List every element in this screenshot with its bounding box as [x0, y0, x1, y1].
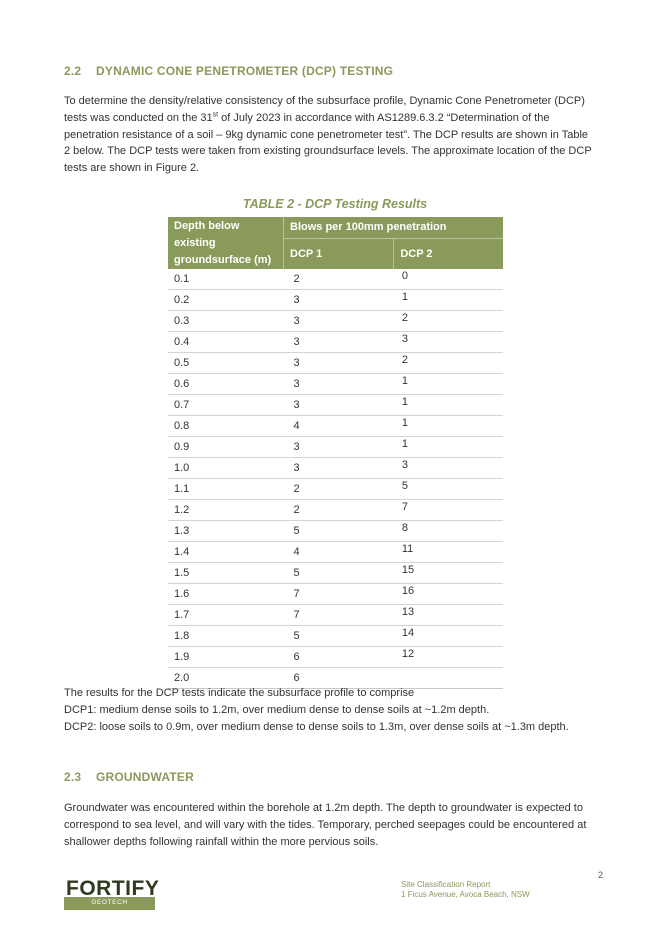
cell-depth: 1.6 — [168, 584, 284, 605]
page-number: 2 — [598, 870, 604, 880]
cell-dcp2: 2 — [394, 311, 503, 332]
table-row — [168, 374, 503, 395]
cell-dcp2: 13 — [394, 605, 503, 626]
cell-dcp2: 1 — [394, 290, 503, 311]
cell-dcp1: 5 — [284, 563, 394, 584]
results-line: DCP1: medium dense soils to 1.2m, over medium dense to dense soils at ~1.2m depth. — [64, 704, 490, 716]
table-row — [168, 395, 503, 416]
cell-dcp1: 3 — [284, 395, 394, 416]
table-body — [168, 269, 503, 689]
section-title: DYNAMIC CONE PENETROMETER (DCP) TESTING — [96, 64, 394, 78]
cell-depth: 2.0 — [168, 668, 284, 689]
table-row — [168, 563, 503, 584]
table-row — [168, 458, 503, 479]
intro-line: penetration resistance of a soil – 9kg dynamic cone penetrometer test”. The DCP results are shown in Table — [64, 128, 589, 141]
table-row — [168, 605, 503, 626]
table-row — [168, 521, 503, 542]
cell-depth: 0.5 — [168, 353, 284, 374]
logo-wordmark: FORTIFY — [66, 877, 160, 900]
cell-depth: 1.3 — [168, 521, 284, 542]
cell-dcp2: 5 — [394, 479, 503, 500]
intro-line: of July 2023 in accordance with AS1289.6.3.2 “Determination of the — [218, 111, 550, 124]
groundwater-line: shallower depths following rainfall within the more pervious soils. — [64, 835, 379, 848]
table-row — [168, 416, 503, 437]
cell-depth: 0.3 — [168, 311, 284, 332]
cell-dcp1: 3 — [284, 290, 394, 311]
header-blows: Blows per 100mm penetration — [284, 217, 504, 238]
cell-dcp1: 5 — [284, 626, 394, 647]
dcp-intro-paragraph — [64, 93, 614, 177]
groundwater-line: correspond to sea level, and will vary with the tides. Temporary, perched seepages could be encountered at — [64, 818, 587, 831]
cell-dcp2: 3 — [394, 332, 503, 353]
cell-depth: 1.9 — [168, 647, 284, 668]
cell-dcp1: 3 — [284, 437, 394, 458]
cell-depth: 0.8 — [168, 416, 284, 437]
intro-line: To determine the density/relative consistency of the subsurface profile, Dynamic Cone Penetrometer (DCP) — [64, 95, 585, 107]
table-row — [168, 332, 503, 353]
table-row — [168, 479, 503, 500]
table-row — [168, 584, 503, 605]
cell-dcp2: 1 — [394, 395, 503, 416]
cell-dcp2: 2 — [394, 353, 503, 374]
table-row — [168, 500, 503, 521]
cell-depth: 1.2 — [168, 500, 284, 521]
cell-depth: 0.1 — [168, 269, 284, 290]
intro-line: 2 below. The DCP tests were taken from existing groundsurface levels. The approximate location of the DCP — [64, 145, 592, 158]
cell-dcp1: 5 — [284, 521, 394, 542]
table-row — [168, 437, 503, 458]
fortify-logo — [64, 877, 160, 910]
table-caption: TABLE 2 - DCP Testing Results — [242, 197, 428, 211]
cell-dcp1: 7 — [284, 605, 394, 626]
cell-dcp1: 2 — [284, 500, 394, 521]
cell-depth: 1.8 — [168, 626, 284, 647]
section-number: 2.3 — [64, 770, 82, 784]
cell-dcp2: 15 — [394, 563, 503, 584]
table-row — [168, 626, 503, 647]
cell-depth: 1.0 — [168, 458, 284, 479]
cell-depth: 1.1 — [168, 479, 284, 500]
logo-subtext: GEOTECH — [91, 899, 128, 906]
cell-dcp2: 1 — [394, 416, 503, 437]
cell-dcp1: 3 — [284, 458, 394, 479]
table-row — [168, 353, 503, 374]
section-title: GROUNDWATER — [96, 770, 194, 784]
cell-dcp1: 3 — [284, 353, 394, 374]
results-line: DCP2: loose soils to 0.9m, over medium dense to dense soils to 1.3m, over dense soils at ~1.3m depth. — [64, 721, 569, 733]
results-line: The results for the DCP tests indicate the subsurface profile to comprise — [64, 687, 415, 699]
intro-line: tests was conducted on the 31 — [64, 111, 213, 124]
cell-dcp1: 7 — [284, 584, 394, 605]
cell-dcp2: 12 — [394, 647, 503, 668]
table-row — [168, 542, 503, 563]
cell-dcp1: 3 — [284, 311, 394, 332]
footer-report-title: Site Classification Report — [401, 880, 491, 889]
section-number: 2.2 — [64, 64, 82, 78]
cell-dcp1: 3 — [284, 374, 394, 395]
cell-dcp1: 6 — [284, 647, 394, 668]
cell-dcp2: 1 — [394, 437, 503, 458]
table-row — [168, 311, 503, 332]
cell-dcp2: 11 — [394, 542, 503, 563]
cell-depth: 0.7 — [168, 395, 284, 416]
dcp-results-table — [168, 217, 503, 689]
table-row — [168, 269, 503, 290]
cell-dcp1: 2 — [284, 479, 394, 500]
footer-report-info — [401, 880, 530, 900]
superscript-ordinal: st — [212, 111, 219, 119]
cell-dcp2: 14 — [394, 626, 503, 647]
cell-dcp2: 0 — [394, 269, 503, 290]
cell-depth: 1.7 — [168, 605, 284, 626]
cell-dcp1: 4 — [284, 542, 394, 563]
cell-dcp2: 7 — [394, 500, 503, 521]
cell-dcp1: 4 — [284, 416, 394, 437]
cell-dcp2: 8 — [394, 521, 503, 542]
cell-dcp1: 6 — [284, 668, 394, 689]
groundwater-line: Groundwater was encountered within the borehole at 1.2m depth. The depth to groundwater is expected to — [64, 802, 583, 814]
cell-dcp1: 3 — [284, 332, 394, 353]
header-dcp1: DCP 1 — [284, 238, 394, 269]
footer-address: 1 Ficus Avenue, Avoca Beach, NSW — [401, 890, 530, 899]
cell-depth: 1.4 — [168, 542, 284, 563]
cell-dcp2: 1 — [394, 374, 503, 395]
header-dcp2: DCP 2 — [394, 238, 503, 269]
groundwater-paragraph — [64, 800, 614, 850]
cell-depth: 0.9 — [168, 437, 284, 458]
section-heading-groundwater — [64, 770, 194, 784]
cell-dcp2: 3 — [394, 458, 503, 479]
cell-dcp2: 16 — [394, 584, 503, 605]
cell-depth: 0.6 — [168, 374, 284, 395]
table-row — [168, 290, 503, 311]
header-depth: Depth below existing groundsurface (m) — [168, 217, 284, 269]
results-summary — [64, 685, 569, 736]
cell-depth: 0.2 — [168, 290, 284, 311]
section-heading-dcp — [64, 64, 393, 78]
cell-depth: 1.5 — [168, 563, 284, 584]
intro-line: tests are shown in Figure 2. — [64, 162, 200, 175]
cell-dcp1: 2 — [284, 269, 394, 290]
table-row — [168, 647, 503, 668]
cell-depth: 0.4 — [168, 332, 284, 353]
